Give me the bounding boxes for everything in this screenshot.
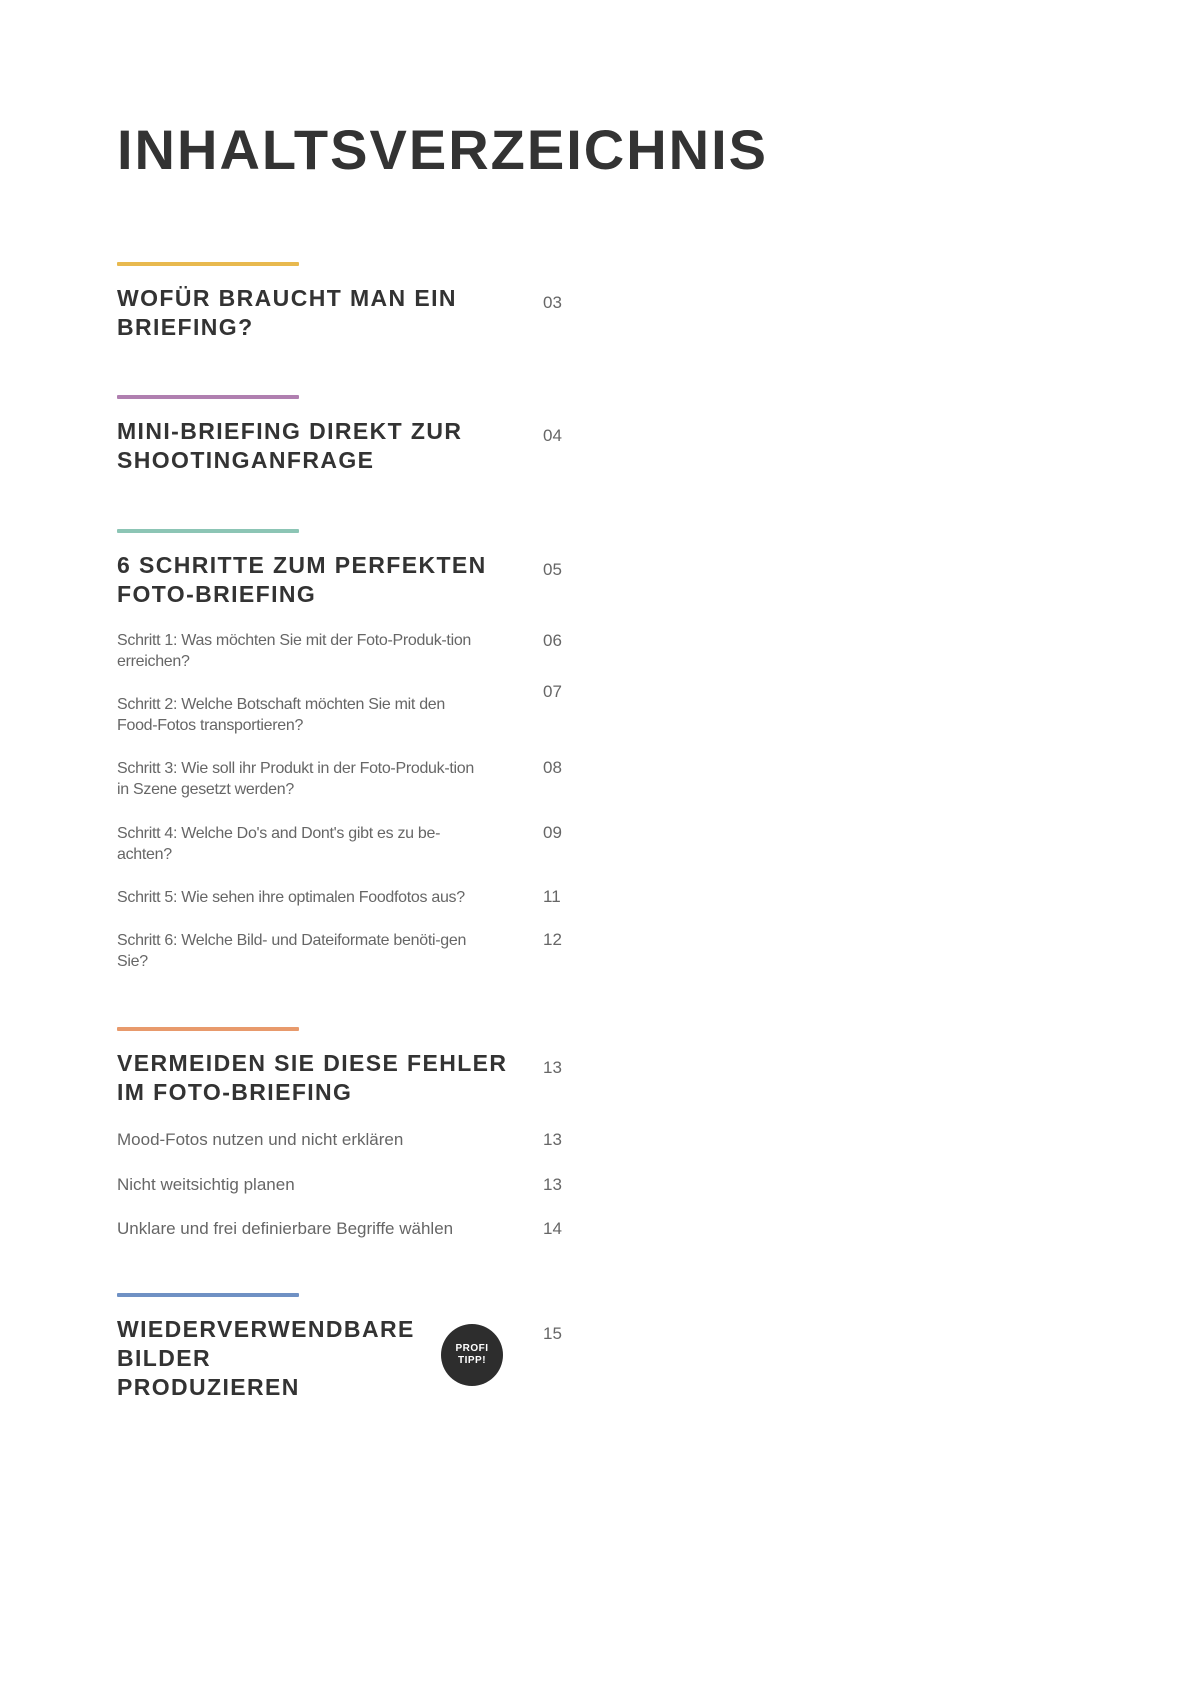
toc-subitem[interactable]: Nicht weitsichtig planen xyxy=(117,1175,295,1194)
section-page-number[interactable]: 04 xyxy=(543,426,562,445)
subitem-page-number[interactable]: 09 xyxy=(543,823,562,842)
section-page-number[interactable]: 05 xyxy=(543,560,562,579)
section-title[interactable]: 6 SCHRITTE ZUM PERFEKTEN FOTO-BRIEFING xyxy=(117,552,487,607)
profi-tipp-badge xyxy=(441,1324,503,1386)
toc-section-mini-briefing[interactable] xyxy=(117,395,567,473)
subitem-page-number[interactable]: 14 xyxy=(543,1219,562,1238)
toc-subitem[interactable]: Schritt 5: Wie sehen ihre optimalen Foodfotos aus? xyxy=(117,889,465,906)
section-title-line: BILDER xyxy=(117,1345,212,1371)
toc-subitem[interactable]: Schritt 1: Was möchten Sie mit der Foto-Produk-tion erreichen? xyxy=(117,632,472,670)
subitem-page-number[interactable]: 11 xyxy=(543,887,561,906)
subitem-page-number[interactable]: 12 xyxy=(543,930,562,949)
page-title: INHALTSVERZEICHNIS xyxy=(117,118,768,181)
badge-line: TIPP! xyxy=(457,1355,487,1366)
section-title[interactable] xyxy=(117,1315,497,1402)
toc-subitem[interactable]: Schritt 3: Wie soll ihr Produkt in der Foto-Produk-tion in Szene gesetzt werden? xyxy=(117,760,474,798)
section-page-number[interactable]: 15 xyxy=(543,1324,562,1343)
toc-section-six-steps[interactable] xyxy=(117,529,567,970)
section-title-line: WIEDERVERWENDBARE xyxy=(117,1316,415,1342)
toc-section-briefing[interactable] xyxy=(117,262,567,340)
subitem-page-number[interactable]: 13 xyxy=(543,1175,562,1194)
badge-line: PROFI xyxy=(455,1343,489,1354)
toc-subitem[interactable]: Schritt 6: Welche Bild- und Dateiformate benöti-gen Sie? xyxy=(117,932,467,970)
subitem-page-number[interactable]: 13 xyxy=(543,1130,562,1149)
subitem-page-number[interactable]: 07 xyxy=(543,682,562,701)
subitem-page-number[interactable]: 06 xyxy=(543,631,562,650)
section-color-bar xyxy=(117,395,299,399)
section-color-bar xyxy=(117,529,299,533)
section-color-bar xyxy=(117,1293,299,1297)
section-title-line: PRODUZIEREN xyxy=(117,1374,300,1400)
toc-subitem[interactable]: Mood-Fotos nutzen und nicht erklären xyxy=(117,1130,404,1149)
section-title[interactable]: VERMEIDEN SIE DIESE FEHLER IM FOTO-BRIEFING xyxy=(117,1050,508,1105)
section-color-bar xyxy=(117,1027,299,1031)
toc-section-reusable-images[interactable] xyxy=(117,1293,567,1400)
toc-subitem[interactable]: Schritt 4: Welche Do's and Dont's gibt es zu be-achten? xyxy=(117,825,441,863)
section-color-bar xyxy=(117,262,299,266)
section-page-number[interactable]: 03 xyxy=(543,293,562,312)
section-page-number[interactable]: 13 xyxy=(543,1058,562,1077)
subitem-page-number[interactable]: 08 xyxy=(543,758,562,777)
section-title[interactable]: WOFÜR BRAUCHT MAN EIN BRIEFING? xyxy=(117,285,457,340)
toc-section-mistakes[interactable] xyxy=(117,1027,567,1238)
section-title[interactable]: MINI-BRIEFING DIREKT ZUR SHOOTINGANFRAGE xyxy=(117,418,463,473)
toc-subitem[interactable]: Unklare und frei definierbare Begriffe wählen xyxy=(117,1219,454,1238)
toc-subitem[interactable]: Schritt 2: Welche Botschaft möchten Sie mit den Food-Fotos transportieren? xyxy=(117,696,445,734)
